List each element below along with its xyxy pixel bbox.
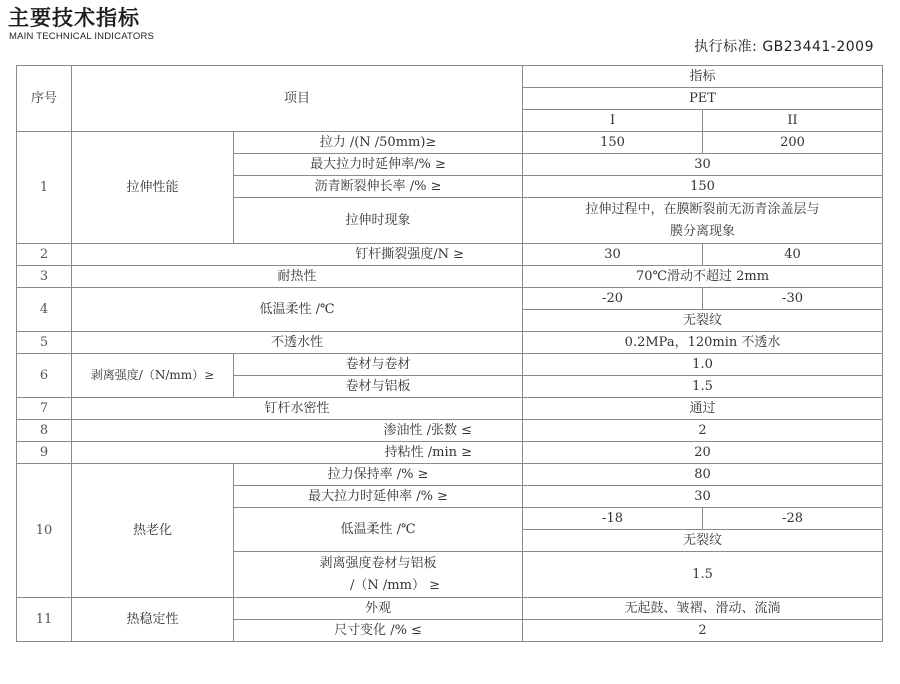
row-item: 低温柔性 /℃	[234, 508, 523, 552]
row-item: 拉力保持率 /% ≥	[234, 464, 523, 486]
row-value: 1.5	[523, 552, 883, 598]
standard-label: 执行标准: GB23441-2009	[694, 39, 874, 55]
row-item: 耐热性	[72, 266, 523, 288]
row-value: 70℃滑动不超过 2mm	[523, 266, 883, 288]
header-index: 指标	[523, 66, 883, 88]
page-subtitle: MAIN TECHNICAL INDICATORS	[9, 31, 155, 42]
row-value: 40	[703, 244, 883, 266]
table-row	[17, 332, 883, 354]
row-item: 低温柔性 /℃	[72, 288, 523, 332]
table-row	[17, 442, 883, 464]
table-row	[17, 288, 883, 310]
row-value: 无起鼓、皱褶、滑动、流淌	[523, 598, 883, 620]
row-value: 通过	[523, 398, 883, 420]
table-row	[17, 354, 883, 376]
row-number: 3	[17, 266, 72, 288]
row-group: 热稳定性	[72, 598, 234, 642]
row-item: 最大拉力时延伸率/% ≥	[234, 154, 523, 176]
row-value: -20	[523, 288, 703, 310]
row-item: 持粘性 /min ≥	[72, 442, 523, 464]
row-value: 0.2MPa，120min 不透水	[523, 332, 883, 354]
header-pet: PET	[523, 88, 883, 110]
table-row	[17, 420, 883, 442]
row-value: 200	[703, 132, 883, 154]
row-number: 6	[17, 354, 72, 398]
header-type-2: II	[703, 110, 883, 132]
row-value: 150	[523, 176, 883, 198]
row-item: 渗油性 /张数 ≤	[72, 420, 523, 442]
row-value: 30	[523, 244, 703, 266]
header-no: 序号	[17, 66, 72, 132]
row-group: 热老化	[72, 464, 234, 598]
row-group: 剥离强度/（N/mm）≥	[72, 354, 234, 398]
page-title: 主要技术指标	[8, 6, 140, 30]
row-item: 钉杆水密性	[72, 398, 523, 420]
row-item-line: /（N /mm） ≥	[350, 577, 440, 593]
row-item: 外观	[234, 598, 523, 620]
row-item: 尺寸变化 /% ≤	[234, 620, 523, 642]
row-value: 80	[523, 464, 883, 486]
row-item-line: 剥离强度卷材与铝板	[319, 555, 437, 571]
row-number: 5	[17, 332, 72, 354]
row-value: 1.0	[523, 354, 883, 376]
row-item: 不透水性	[72, 332, 523, 354]
row-value: 无裂纹	[523, 530, 883, 552]
row-value: 30	[523, 486, 883, 508]
row-value: 拉伸过程中，在膜断裂前无沥青涂盖层与膜分离现象	[523, 198, 883, 244]
row-value: 2	[523, 420, 883, 442]
row-number: 4	[17, 288, 72, 332]
row-number: 2	[17, 244, 72, 266]
row-number: 8	[17, 420, 72, 442]
header-type-1: I	[523, 110, 703, 132]
row-value: 150	[523, 132, 703, 154]
table-row	[17, 464, 883, 486]
table-row	[17, 398, 883, 420]
row-item	[234, 552, 523, 598]
table-row	[17, 266, 883, 288]
row-value: 20	[523, 442, 883, 464]
table-row	[17, 598, 883, 620]
row-item: 最大拉力时延伸率 /% ≥	[234, 486, 523, 508]
row-number: 7	[17, 398, 72, 420]
row-group: 拉伸性能	[72, 132, 234, 244]
row-item: 沥青断裂伸长率 /% ≥	[234, 176, 523, 198]
header-row	[17, 66, 883, 88]
row-value: 2	[523, 620, 883, 642]
row-number: 11	[17, 598, 72, 642]
table-row	[17, 132, 883, 154]
row-item: 钉杆撕裂强度/N ≥	[72, 244, 523, 266]
row-value: -18	[523, 508, 703, 530]
table-row	[17, 244, 883, 266]
row-item: 卷材与铝板	[234, 376, 523, 398]
row-value: -28	[703, 508, 883, 530]
row-item: 拉力 /(N /50mm)≥	[234, 132, 523, 154]
row-number: 10	[17, 464, 72, 598]
row-item: 拉伸时现象	[234, 198, 523, 244]
row-value: 无裂纹	[523, 310, 883, 332]
row-value: -30	[703, 288, 883, 310]
row-value: 1.5	[523, 376, 883, 398]
row-value: 30	[523, 154, 883, 176]
indicators-table	[16, 65, 883, 642]
header-item: 项目	[72, 66, 523, 132]
row-item: 卷材与卷材	[234, 354, 523, 376]
row-number: 1	[17, 132, 72, 244]
row-number: 9	[17, 442, 72, 464]
